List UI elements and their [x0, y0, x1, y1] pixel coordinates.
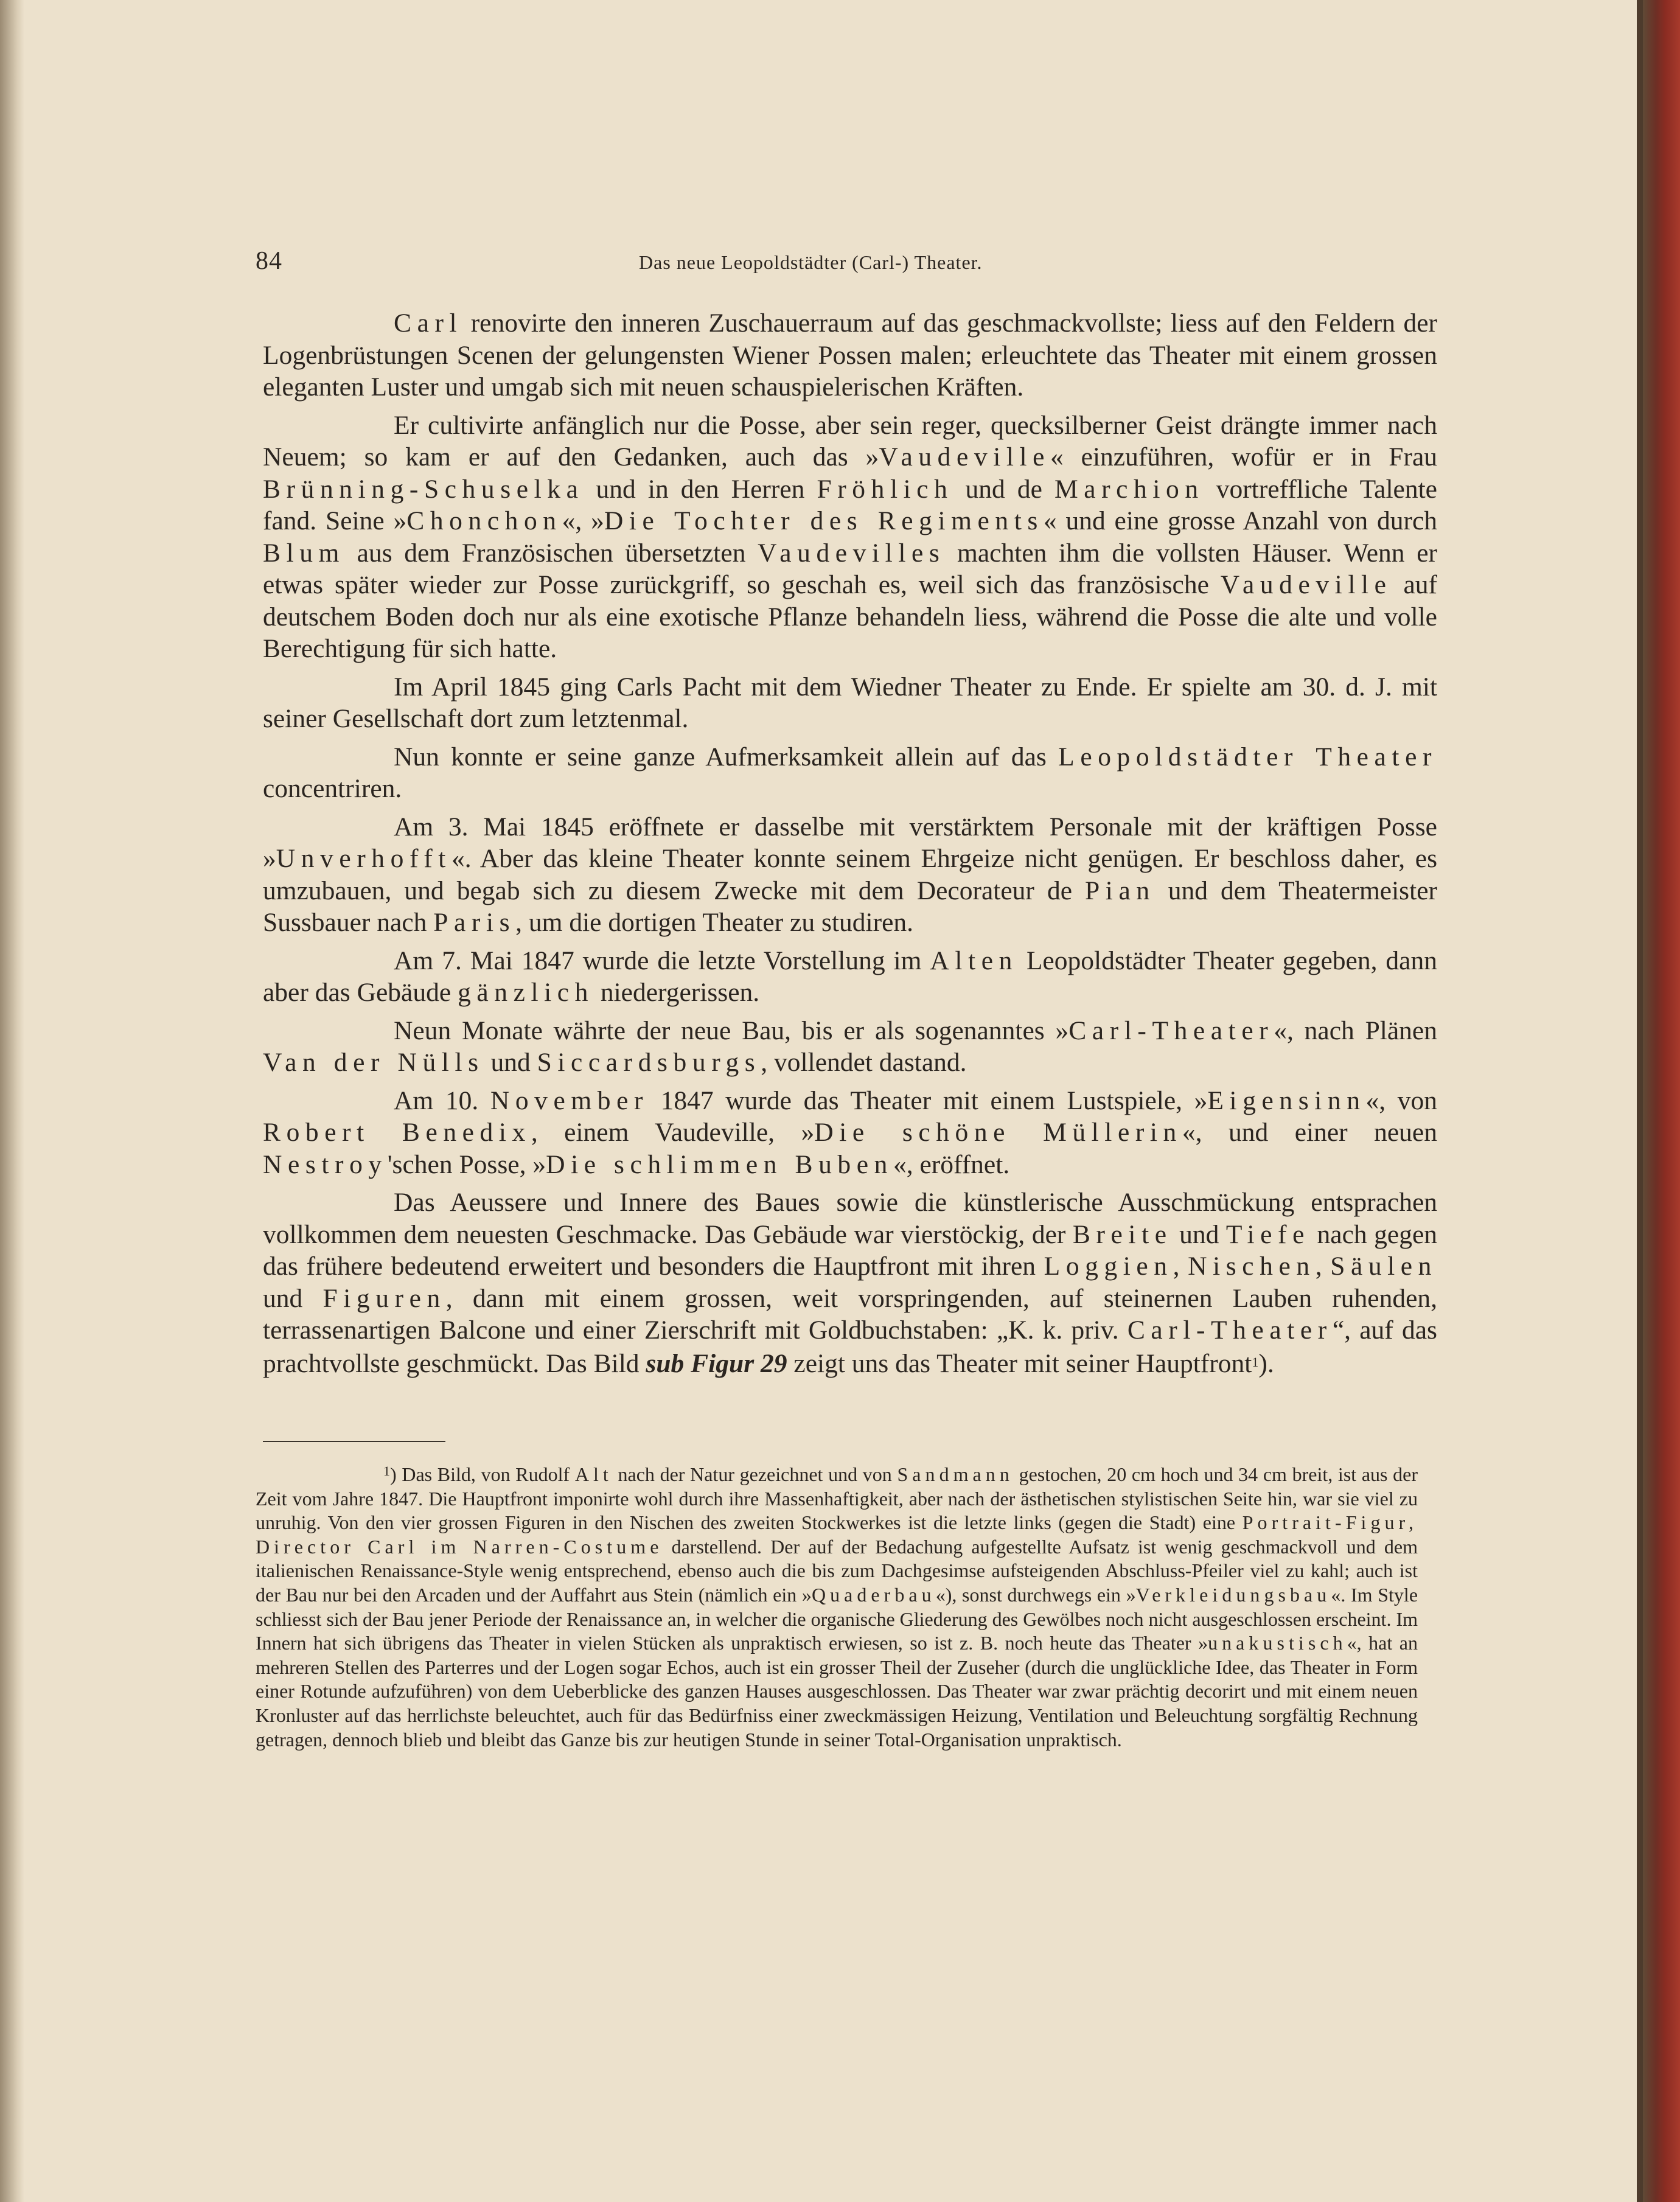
spaced-title: Die Tochter des Regiments	[604, 506, 1044, 535]
text-run: , einem Vaudeville, »	[531, 1118, 815, 1147]
footnote-marker: 1	[1252, 1354, 1259, 1370]
text-run: , um die dortigen Theater zu studiren.	[515, 908, 914, 937]
footnote	[256, 1459, 1418, 1752]
spaced-term: gänzlich	[458, 978, 594, 1007]
text-run: « und eine grosse Anzahl von durch	[1043, 506, 1438, 535]
spaced-term: Vaudeville	[1220, 570, 1392, 599]
text-run: auf deutschem Boden doch nur als eine exotische Pflanze behandeln liess, während die Posse die alte und volle Berechtigung für sich hatte.	[263, 570, 1437, 663]
text-run: «, eröffnet.	[893, 1149, 1010, 1179]
text-run: vortreffliche Talente fand. Seine »	[263, 474, 1437, 535]
spaced-term: Verkleidungsbau	[1135, 1583, 1331, 1606]
text-run: und in den Herren	[584, 474, 817, 504]
paragraph-1	[263, 307, 1437, 403]
text-run: «. Aber das kleine Theater konnte seinem Ehrgeize nicht genügen. Er beschloss daher, es umzubauen, und begab sich zu diesem Zwecke mit dem Decorateur de	[263, 844, 1437, 905]
spaced-name: Fröhlich	[817, 474, 953, 504]
text-run: concentriren.	[263, 774, 402, 803]
spaced-term: Portrait-Figur, Director Carl im Narren-Costume	[256, 1511, 1418, 1558]
text-run: und	[484, 1048, 537, 1077]
text-run: , dann mit einem grossen, weit vorspringenden, auf steinernen Lauben ruhenden, terrassenartigen Balcone und einer Zierschrift mit Goldbuchstaben: „K. k. priv.	[263, 1283, 1438, 1345]
figure-reference: sub Figur 29	[646, 1348, 787, 1378]
paragraph-6	[263, 945, 1437, 1009]
spaced-term: Alten	[930, 946, 1018, 975]
text-run: Das Aeussere und Innere des Baues sowie die künstlerische Ausschmückung entsprachen vollkommen dem neuesten Geschmacke. Das Gebäude war vierstöckig, der	[263, 1188, 1437, 1249]
spaced-name: Robert Benedix	[263, 1118, 531, 1147]
spaced-title: Unverhofft	[276, 844, 451, 873]
spaced-name: Van der Nülls	[263, 1048, 484, 1077]
text-run: gestochen, 20 cm hoch und 34 cm breit, ist aus der Zeit vom Jahre 1847. Die Hauptfront imponirte wohl durch ihre Massenhaftigkeit, aber nach der ästhetischen stylistischen Seite hin, war sie viel zu unruhig. Von den vier grossen Figuren in den Nischen des zweiten Stockwerkes ist die letzte links (gegen die Stadt) eine	[256, 1463, 1418, 1534]
text-run: ,	[1315, 1252, 1331, 1281]
spaced-term: Figuren	[322, 1283, 446, 1313]
spaced-term: Tiefe	[1225, 1219, 1310, 1249]
text-run: nach gegen das frühere bedeutend erweitert und besonders die Hauptfront mit ihren	[263, 1219, 1438, 1281]
spaced-name: Sandmann	[897, 1463, 1014, 1485]
spaced-name: Alt	[574, 1463, 613, 1485]
spaced-name: Carl	[394, 308, 463, 338]
text-run: ).	[1258, 1348, 1274, 1378]
text-run: nach der Natur gezeichnet und von	[612, 1463, 898, 1485]
spaced-name: Marchion	[1054, 474, 1204, 504]
text-run: ) Das Bild, von Rudolf	[390, 1463, 575, 1485]
spaced-title: Die schöne Müllerin	[814, 1118, 1182, 1147]
text-run: «), sonst durchwegs ein »	[935, 1583, 1136, 1606]
text-run: «, von	[1365, 1085, 1438, 1115]
text-run: und de	[953, 474, 1054, 504]
spaced-term: Säulen	[1330, 1252, 1438, 1281]
page-header	[256, 246, 1448, 289]
page-number: 84	[256, 247, 282, 275]
text-run: zeigt uns das Theater mit seiner Hauptfront	[787, 1348, 1252, 1378]
running-title: Das neue Leopoldstädter (Carl-) Theater.	[639, 251, 983, 273]
paragraph-2	[263, 409, 1437, 665]
spaced-term: Quaderbau	[811, 1583, 936, 1606]
spaced-name: Blum	[263, 538, 345, 568]
book-cover-edge	[1643, 0, 1680, 2202]
text-run: Er cultivirte anfänglich nur die Posse, aber sein reger, quecksilberner Geist drängte immer nach Neuem; so kam er auf den Gedanken, auch das »	[263, 410, 1437, 472]
spaced-term: Leopoldstädter Theater	[1058, 742, 1438, 772]
text-run: 1847 wurde das Theater mit einem Lustspiele, »	[649, 1085, 1208, 1115]
paragraph-4	[263, 741, 1437, 805]
spaced-title: Die schlimmen Buben	[546, 1149, 893, 1179]
text-run: 'schen Posse, »	[387, 1149, 546, 1179]
text-run: ,	[1173, 1252, 1188, 1281]
text-run: Leopoldstädter Theater gegeben, dann aber das Gebäude	[263, 946, 1437, 1007]
text-run: « einzuführen, wofür er in Frau	[1050, 442, 1437, 472]
spaced-name: Nestroy	[263, 1149, 388, 1179]
text-run: Neun Monate währte der neue Bau, bis er als sogenanntes »	[394, 1016, 1069, 1045]
spaced-term: Vaudeville	[879, 442, 1051, 472]
paragraph-8	[263, 1085, 1437, 1181]
footnote-divider	[263, 1441, 445, 1442]
spaced-title: Eigensinn	[1207, 1085, 1366, 1115]
spaced-title: Carl-Theater	[1127, 1315, 1333, 1345]
spaced-title: Carl-Theater	[1068, 1016, 1274, 1045]
text-run: machten ihm die vollsten Häuser. Wenn er etwas später wieder zur Posse zurückgriff, so geschah es, weil sich das französische	[263, 538, 1438, 599]
paragraph-3	[263, 671, 1437, 735]
footnote-paragraph	[256, 1459, 1418, 1752]
spaced-name: Paris	[433, 908, 516, 937]
spaced-name: Brünning-Schuselka	[263, 474, 584, 504]
text-run: , vollendet dastand.	[761, 1048, 967, 1077]
text-run: und	[1172, 1219, 1226, 1249]
body-text	[263, 307, 1437, 1385]
spaced-term: Vaudevilles	[758, 538, 946, 568]
text-run: darstellend. Der auf der Bedachung aufgestellte Aufsatz ist wenig geschmackvoll und dem italienischen Renaissance-Style wenig entsprechend, ebenso auch die bis zum Dachgesimse aufsteigenden Abschluss-Pfeiler viel zu kahl; auch ist der Bau nur bei den Arcaden und der Auffahrt aus Stein (nämlich ein »	[256, 1535, 1418, 1606]
paragraph-9	[263, 1186, 1437, 1379]
text-run: Nun konnte er seine ganze Aufmerksamkeit allein auf das	[394, 742, 1059, 772]
text-run: Am 3. Mai 1845 eröffnete er dasselbe mit verstärktem Personale mit der kräftigen Posse »	[263, 812, 1437, 873]
text-run: niedergerissen.	[593, 978, 760, 1007]
footnote-number: 1	[383, 1463, 390, 1479]
text-run: «, »	[562, 506, 604, 535]
paragraph-7	[263, 1015, 1437, 1079]
page-gutter-shadow	[0, 0, 24, 2202]
text-run: Im April 1845 ging Carls Pacht mit dem Wiedner Theater zu Ende. Er spielte am 30. d. J. mit seiner Gesellschaft dort zum letztenmal.	[263, 672, 1437, 733]
spaced-term: Loggien	[1044, 1252, 1173, 1281]
spaced-term: unakustisch	[1208, 1632, 1347, 1654]
spaced-name: Siccardsburgs	[537, 1048, 761, 1077]
text-run: “, auf das prachtvollste geschmückt. Das Bild	[263, 1315, 1437, 1378]
spaced-term: Nischen	[1188, 1252, 1316, 1281]
text-run: «, hat an mehreren Stellen des Parterres und der Logen sogar Echos, auch ist ein grosser Theil der Zuseher (durch die unglückliche Idee, das Theater in Form einer Rotunde aufzuführen) von dem Ueberblicke des ganzen Hauses ausgeschlossen. Das Theater war zwar prächtig decorirt und mit einem neuen Kronluster auf das herrlichste beleuchtet, auch für das Bedürfniss einer zweckmässigen Heizung, Ventilation und Beleuchtung sorgfältig Rechnung getragen, dennoch blieb und bleibt das Ganze bis zur heutigen Stunde in seiner Total-Organisation unpraktisch.	[256, 1632, 1418, 1751]
text-run: Am 10.	[394, 1085, 490, 1115]
text-run: «, nach Plänen	[1274, 1016, 1437, 1045]
text-run: Am 7. Mai 1847 wurde die letzte Vorstellung im	[394, 946, 930, 975]
spaced-name: Pian	[1085, 876, 1155, 905]
spaced-term: November	[490, 1085, 649, 1115]
spaced-title: Chonchon	[406, 506, 562, 535]
text-run: «, und einer neuen	[1182, 1118, 1437, 1147]
spaced-term: Breite	[1072, 1219, 1173, 1249]
text-run: und	[263, 1283, 323, 1313]
text-run: aus dem Französischen übersetzten	[344, 538, 758, 568]
text-run: «. Im Style schliesst sich der Bau jener Periode der Renaissance an, in welcher die organische Gliederung des Gewölbes noch nicht ausgeschlossen erscheint. Im Innern hat sich übrigens das Theater in vielen Stücken als unpraktisch erwiesen, so ist z. B. noch heute das Theater »	[256, 1583, 1418, 1654]
text-run: und dem Theatermeister Sussbauer nach	[263, 876, 1437, 937]
paragraph-5	[263, 811, 1437, 939]
text-run: renovirte den inneren Zuschauerraum auf das geschmackvollste; liess auf den Feldern der Logenbrüstungen Scenen der gelungensten Wiener Possen malen; erleuchtete das Theater mit einem grossen eleganten Luster und umgab sich mit neuen schauspielerischen Kräften.	[263, 308, 1437, 402]
